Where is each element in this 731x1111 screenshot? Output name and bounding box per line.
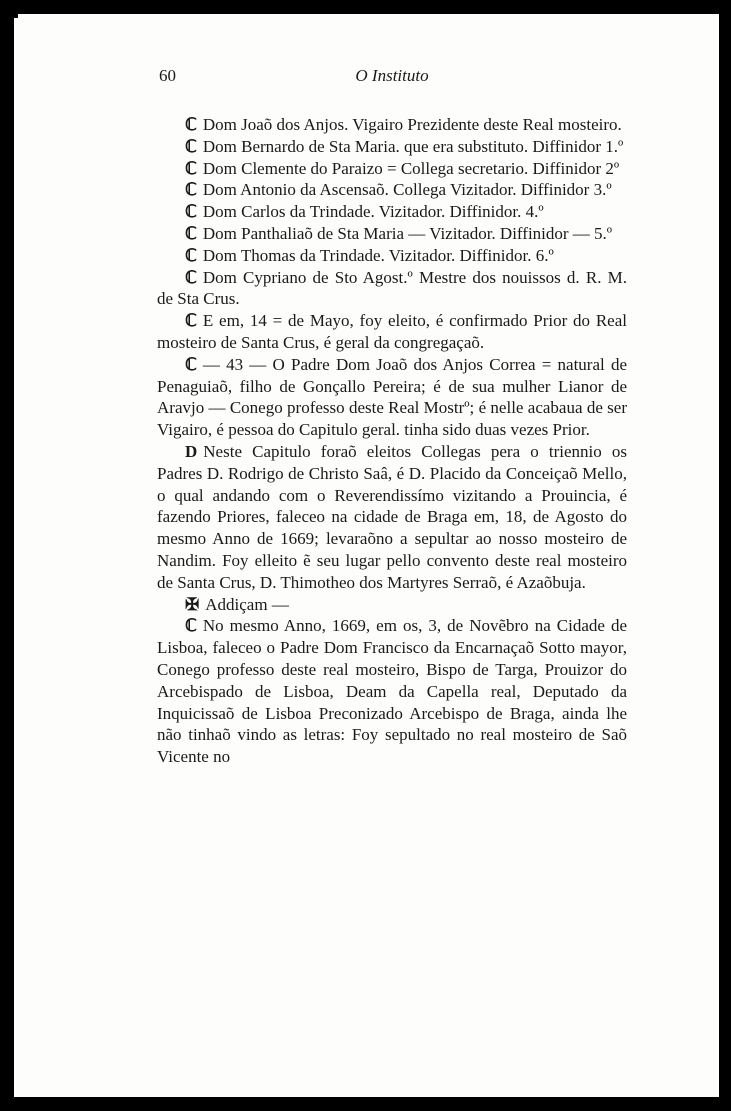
running-title: O Instituto xyxy=(355,66,429,85)
paragraph-mark-icon: ℂ xyxy=(185,354,197,374)
paragraph-mark-icon: ℂ xyxy=(185,311,197,331)
paragraph-mark-icon: ℂ xyxy=(185,180,197,200)
paragraph-text: Dom Thomas da Trindade. Vizitador. Diffinidor. 6.º xyxy=(202,245,554,265)
paragraph xyxy=(157,615,627,768)
paragraph-mark-icon: ℂ xyxy=(185,245,197,265)
paragraph-text: E em, 14 = de Mayo, foy eleito, é confirmado Prior do Real mosteiro de Santa Crus, é geral da congregaçaõ. xyxy=(157,311,627,352)
paragraph-mark-icon: ℂ xyxy=(185,616,197,636)
paragraph-text: Dom Carlos da Trindade. Vizitador. Diffinidor. 4.º xyxy=(202,202,544,222)
paragraph-mark-icon: ℂ xyxy=(185,136,197,156)
paragraph xyxy=(157,223,627,245)
paragraph-mark-icon: ℂ xyxy=(185,115,197,134)
paragraph xyxy=(157,114,627,136)
page-number: 60 xyxy=(159,66,176,85)
page-body xyxy=(157,114,627,768)
paragraph-text: Neste Capitulo foraõ eleitos Collegas pera o triennio os Padres D. Rodrigo de Christo Saâ, é D. Placido da Conceiçaõ Mello, o qual andando com o Reverendissímo vizitando a Prouincia, é fazendo Priores, faleceo na cidade de Braga em, 18, de Agosto do mesmo Anno de 1669; levaraõno a sepultar ao nosso mosteiro de Nandim. Foy elleito ẽ seu lugar pello convento deste real mosteiro de Santa Crus, D. Thimotheo dos Martyres Serraõ, é Azaõbuja. xyxy=(157,441,627,592)
paragraph-mark-icon: ℂ xyxy=(185,158,197,178)
paragraph xyxy=(157,310,627,354)
paragraph-text: Dom Antonio da Ascensaõ. Collega Vizitador. Diffinidor 3.º xyxy=(202,180,612,200)
scan-corner xyxy=(0,0,18,18)
paragraph xyxy=(157,441,627,594)
paragraph-mark-icon: ℂ xyxy=(185,267,197,287)
paragraph-mark-icon: ℂ xyxy=(185,202,197,222)
paragraph-text: Dom Joaõ dos Anjos. Vigairo Prezidente deste Real mosteiro. xyxy=(202,115,622,134)
paragraph-text: Dom Bernardo de Sta Maria. que era substituto. Diffinidor 1.º xyxy=(202,136,624,156)
paragraph xyxy=(157,354,627,441)
paragraph xyxy=(157,136,627,158)
page-header xyxy=(157,66,627,90)
paragraph xyxy=(157,594,627,616)
paragraph-text: Addiçam — xyxy=(205,594,289,614)
paragraph-mark-icon: ℂ xyxy=(185,223,197,243)
paragraph-text: — 43 — O Padre Dom Joaõ dos Anjos Correa = natural de Penaguiaõ, filho de Gonçallo Pereira; é de sua mulher Lianor de Aravjo — Conego professo deste Real Mostrº; é nelle acabaua de ser Vigairo, é pessoa do Capitulo geral. tinha sido duas vezes Prior. xyxy=(157,354,627,440)
paragraph xyxy=(157,179,627,201)
paragraph-text: Dom Cypriano de Sto Agost.º Mestre dos nouissos d. R. M. de Sta Crus. xyxy=(157,267,627,309)
drop-letter-icon: D xyxy=(185,441,198,461)
cross-icon: ✠ xyxy=(185,594,200,614)
paragraph xyxy=(157,245,627,267)
paragraph xyxy=(157,267,627,311)
paragraph-text: No mesmo Anno, 1669, em os, 3, de Novẽbro na Cidade de Lisboa, faleceo o Padre Dom Francisco da Encarnaçaõ Sotto mayor, Conego professo deste real mosteiro, Bispo de Targa, Prouizor do Arcebispado de Lisboa, Deam da Capella real, Deputado da Inquicissaõ de Lisboa Preconizado Arcebispo de Braga, ainda lhe não tinhaõ vindo as letras: Foy sepultado no real mosteiro de Saõ Vicente no xyxy=(157,616,627,767)
paragraph-text: Dom Panthaliaõ de Sta Maria — Vizitador. Diffinidor — 5.º xyxy=(202,223,613,243)
paragraph-text: Dom Clemente do Paraizo = Collega secretario. Diffinidor 2º xyxy=(202,158,620,178)
paragraph xyxy=(157,201,627,223)
paragraph xyxy=(157,158,627,180)
document-page xyxy=(157,66,627,768)
